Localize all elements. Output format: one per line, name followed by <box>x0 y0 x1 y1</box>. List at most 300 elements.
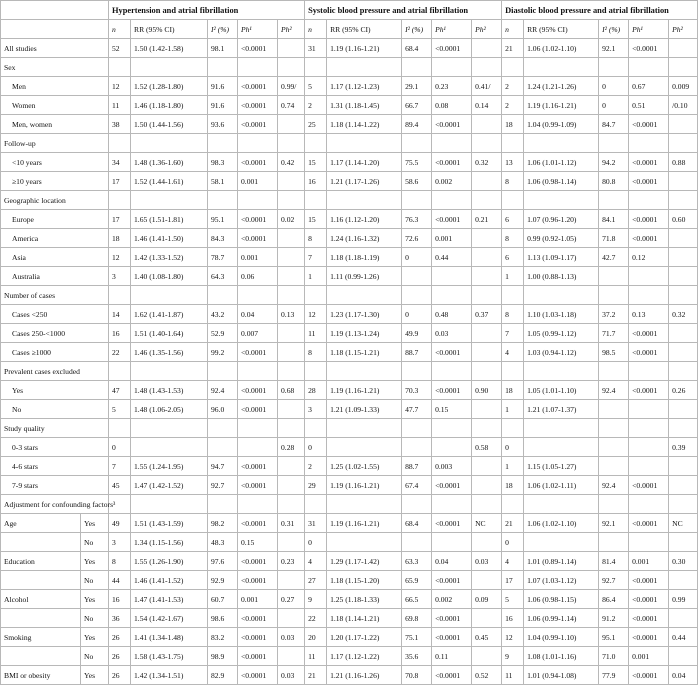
table-row <box>1 400 698 419</box>
cell-pb: 0.30 <box>669 552 698 571</box>
cell-rr: 1.46 (1.41-1.52) <box>131 571 208 590</box>
empty-cell <box>238 286 278 305</box>
cell-ph: 0.001 <box>238 248 278 267</box>
row-option: Yes <box>81 590 109 609</box>
cell-ph: <0.0001 <box>432 343 472 362</box>
cell-n: 4 <box>305 552 327 571</box>
cell-n: 3 <box>305 400 327 419</box>
cell-rr: 1.19 (1.16-1.21) <box>524 96 599 115</box>
cell-ph: <0.0001 <box>238 210 278 229</box>
cell-ph: <0.0001 <box>629 39 669 58</box>
cell-rr: 1.34 (1.15-1.56) <box>131 533 208 552</box>
cell-i2: 66.5 <box>402 590 432 609</box>
empty-cell <box>669 58 698 77</box>
cell-i2 <box>599 457 629 476</box>
empty-cell <box>502 58 524 77</box>
cell-n: 11 <box>305 324 327 343</box>
empty-cell <box>238 191 278 210</box>
cell-i2: 71.8 <box>599 229 629 248</box>
cell-i2 <box>402 438 432 457</box>
row-label: Smoking <box>1 628 81 647</box>
cell-rr <box>524 438 599 457</box>
cell-pb <box>472 248 502 267</box>
cell-ph: 0.06 <box>238 267 278 286</box>
cell-i2: 60.7 <box>208 590 238 609</box>
cell-rr: 1.62 (1.41-1.87) <box>131 305 208 324</box>
cell-rr: 1.08 (1.01-1.16) <box>524 647 599 666</box>
cell-i2: 0 <box>402 305 432 324</box>
column-header-pb: Ph² <box>669 20 698 39</box>
cell-n: 20 <box>305 628 327 647</box>
empty-cell <box>327 58 402 77</box>
empty-cell <box>402 495 432 514</box>
table-row <box>1 514 698 533</box>
cell-i2: 99.2 <box>208 343 238 362</box>
cell-rr: 1.18 (1.15-1.20) <box>327 571 402 590</box>
cell-ph <box>629 267 669 286</box>
column-header-rr: RR (95% CI) <box>327 20 402 39</box>
cell-pb <box>472 343 502 362</box>
cell-pb <box>472 172 502 191</box>
cell-ph: <0.0001 <box>238 115 278 134</box>
header-blank <box>1 1 109 20</box>
cell-i2: 98.5 <box>599 343 629 362</box>
cell-ph: 0.04 <box>432 552 472 571</box>
cell-i2: 92.9 <box>208 571 238 590</box>
cell-n: 5 <box>109 400 131 419</box>
cell-pb: 0.99 <box>669 590 698 609</box>
table-row <box>1 96 698 115</box>
cell-rr: 1.54 (1.42-1.67) <box>131 609 208 628</box>
empty-cell <box>629 419 669 438</box>
empty-cell <box>238 495 278 514</box>
column-header-i2: I² (%) <box>599 20 629 39</box>
row-label: Men, women <box>1 115 109 134</box>
empty-cell <box>524 134 599 153</box>
cell-ph: 0.04 <box>238 305 278 324</box>
cell-pb: 0.39 <box>669 438 698 457</box>
cell-i2: 47.7 <box>402 400 432 419</box>
empty-cell <box>432 362 472 381</box>
cell-n: 1 <box>305 267 327 286</box>
cell-pb <box>278 248 305 267</box>
cell-i2 <box>599 400 629 419</box>
cell-i2: 68.4 <box>402 514 432 533</box>
cell-n: 47 <box>109 381 131 400</box>
cell-n: 26 <box>109 666 131 685</box>
cell-ph: <0.0001 <box>629 381 669 400</box>
cell-pb <box>669 400 698 419</box>
cell-pb <box>278 457 305 476</box>
empty-cell <box>327 286 402 305</box>
empty-cell <box>524 362 599 381</box>
empty-cell <box>131 286 208 305</box>
cell-n: 5 <box>305 77 327 96</box>
cell-n: 7 <box>109 457 131 476</box>
cell-i2: 0 <box>599 77 629 96</box>
cell-n: 7 <box>502 324 524 343</box>
empty-cell <box>238 362 278 381</box>
cell-rr: 1.05 (1.01-1.10) <box>524 381 599 400</box>
empty-cell <box>599 286 629 305</box>
section-row <box>1 286 698 305</box>
cell-rr: 1.52 (1.44-1.61) <box>131 172 208 191</box>
row-label <box>1 533 81 552</box>
cell-ph: <0.0001 <box>629 666 669 685</box>
cell-n: 38 <box>109 115 131 134</box>
cell-rr: 1.18 (1.14-1.21) <box>327 609 402 628</box>
column-header-i2: I² (%) <box>402 20 432 39</box>
cell-n: 16 <box>502 609 524 628</box>
cell-ph: <0.0001 <box>238 400 278 419</box>
cell-n: 36 <box>109 609 131 628</box>
row-label: 4-6 stars <box>1 457 109 476</box>
cell-i2: 66.7 <box>402 96 432 115</box>
cell-i2: 92.4 <box>599 381 629 400</box>
empty-cell <box>305 362 327 381</box>
cell-rr: 1.04 (0.99-1.09) <box>524 115 599 134</box>
cell-n: 17 <box>109 210 131 229</box>
column-header-blank <box>1 20 109 39</box>
cell-pb <box>472 267 502 286</box>
empty-cell <box>502 362 524 381</box>
empty-cell <box>669 495 698 514</box>
column-header-n: n <box>305 20 327 39</box>
cell-rr: 1.18 (1.14-1.22) <box>327 115 402 134</box>
cell-pb <box>669 229 698 248</box>
cell-pb: 0.23 <box>278 552 305 571</box>
cell-n: 2 <box>305 457 327 476</box>
cell-i2: 70.8 <box>402 666 432 685</box>
cell-i2: 82.9 <box>208 666 238 685</box>
cell-pb: NC <box>472 514 502 533</box>
table-row <box>1 552 698 571</box>
empty-cell <box>109 362 131 381</box>
section-row <box>1 419 698 438</box>
cell-n: 11 <box>109 96 131 115</box>
row-label: America <box>1 229 109 248</box>
cell-ph: 0.51 <box>629 96 669 115</box>
cell-i2: 64.3 <box>208 267 238 286</box>
cell-n: 8 <box>502 172 524 191</box>
empty-cell <box>669 191 698 210</box>
cell-n: 22 <box>305 609 327 628</box>
cell-ph: 0.23 <box>432 77 472 96</box>
cell-ph <box>629 457 669 476</box>
table-row <box>1 324 698 343</box>
cell-rr: 1.50 (1.42-1.58) <box>131 39 208 58</box>
empty-cell <box>599 495 629 514</box>
empty-cell <box>432 58 472 77</box>
cell-rr: 1.25 (1.18-1.33) <box>327 590 402 609</box>
row-label: 0-3 stars <box>1 438 109 457</box>
empty-cell <box>472 286 502 305</box>
empty-cell <box>629 58 669 77</box>
empty-cell <box>402 286 432 305</box>
empty-cell <box>629 191 669 210</box>
column-header-row <box>1 20 698 39</box>
cell-n: 27 <box>305 571 327 590</box>
cell-pb: /0.10 <box>669 96 698 115</box>
section-row <box>1 58 698 77</box>
empty-cell <box>305 134 327 153</box>
cell-rr: 1.06 (0.99-1.14) <box>524 609 599 628</box>
cell-n: 14 <box>109 305 131 324</box>
cell-pb: 0.09 <box>472 590 502 609</box>
empty-cell <box>278 58 305 77</box>
cell-ph: <0.0001 <box>432 476 472 495</box>
table-row <box>1 609 698 628</box>
cell-rr: 1.18 (1.15-1.21) <box>327 343 402 362</box>
cell-ph: <0.0001 <box>432 609 472 628</box>
empty-cell <box>109 134 131 153</box>
table-row <box>1 533 698 552</box>
cell-pb: 0.44 <box>669 628 698 647</box>
cell-pb: 0.58 <box>472 438 502 457</box>
empty-cell <box>278 286 305 305</box>
cell-n: 6 <box>502 248 524 267</box>
section-label: Follow-up <box>1 134 109 153</box>
cell-rr: 1.46 (1.18-1.80) <box>131 96 208 115</box>
table-row <box>1 305 698 324</box>
cell-pb <box>278 400 305 419</box>
cell-pb <box>472 457 502 476</box>
cell-ph: <0.0001 <box>629 590 669 609</box>
group-header-row <box>1 1 698 20</box>
empty-cell <box>524 58 599 77</box>
cell-ph: 0.13 <box>629 305 669 324</box>
cell-pb <box>669 571 698 590</box>
row-label: Age <box>1 514 81 533</box>
cell-pb <box>278 476 305 495</box>
cell-n: 29 <box>305 476 327 495</box>
cell-rr: 1.17 (1.12-1.23) <box>327 77 402 96</box>
cell-n: 49 <box>109 514 131 533</box>
cell-rr: 1.46 (1.35-1.56) <box>131 343 208 362</box>
cell-pb <box>472 39 502 58</box>
column-header-ph: Ph¹ <box>432 20 472 39</box>
table-row <box>1 39 698 58</box>
cell-rr: 1.19 (1.16-1.21) <box>327 381 402 400</box>
row-label: Cases 250-<1000 <box>1 324 109 343</box>
table-row <box>1 343 698 362</box>
cell-rr: 1.21 (1.07-1.37) <box>524 400 599 419</box>
empty-cell <box>669 362 698 381</box>
empty-cell <box>109 58 131 77</box>
cell-rr: 1.42 (1.33-1.52) <box>131 248 208 267</box>
cell-pb <box>669 172 698 191</box>
section-label: Prevalent cases excluded <box>1 362 109 381</box>
cell-n: 0 <box>502 438 524 457</box>
cell-n: 22 <box>109 343 131 362</box>
empty-cell <box>131 134 208 153</box>
cell-n: 8 <box>305 343 327 362</box>
cell-n: 1 <box>502 400 524 419</box>
cell-pb: 0.74 <box>278 96 305 115</box>
cell-i2 <box>599 533 629 552</box>
cell-i2: 71.0 <box>599 647 629 666</box>
cell-ph <box>432 533 472 552</box>
cell-rr: 1.07 (1.03-1.12) <box>524 571 599 590</box>
empty-cell <box>599 191 629 210</box>
empty-cell <box>402 419 432 438</box>
empty-cell <box>524 286 599 305</box>
cell-i2: 81.4 <box>599 552 629 571</box>
empty-cell <box>402 362 432 381</box>
cell-i2: 98.9 <box>208 647 238 666</box>
cell-ph: <0.0001 <box>432 153 472 172</box>
cell-n: 0 <box>305 533 327 552</box>
cell-ph <box>238 438 278 457</box>
cell-pb: 0.99/ <box>278 77 305 96</box>
cell-i2: 49.9 <box>402 324 432 343</box>
cell-i2: 88.7 <box>402 457 432 476</box>
cell-i2: 58.1 <box>208 172 238 191</box>
cell-i2: 92.4 <box>208 381 238 400</box>
cell-pb: 0.03 <box>278 628 305 647</box>
empty-cell <box>131 362 208 381</box>
row-label: Alcohol <box>1 590 81 609</box>
column-header-n: n <box>109 20 131 39</box>
empty-cell <box>208 134 238 153</box>
cell-pb <box>472 115 502 134</box>
cell-ph: <0.0001 <box>432 666 472 685</box>
cell-ph: 0.001 <box>629 552 669 571</box>
cell-i2: 97.6 <box>208 552 238 571</box>
empty-cell <box>599 58 629 77</box>
cell-i2: 75.5 <box>402 153 432 172</box>
cell-n: 3 <box>109 267 131 286</box>
empty-cell <box>278 191 305 210</box>
cell-pb: 0.52 <box>472 666 502 685</box>
empty-cell <box>629 134 669 153</box>
cell-pb <box>669 476 698 495</box>
row-label: Australia <box>1 267 109 286</box>
table-row <box>1 438 698 457</box>
cell-pb: 0.03 <box>278 666 305 685</box>
cell-ph: <0.0001 <box>629 343 669 362</box>
cell-rr: 1.21 (1.09-1.33) <box>327 400 402 419</box>
section-label: Study quality <box>1 419 109 438</box>
cell-pb <box>669 609 698 628</box>
cell-pb: 0.45 <box>472 628 502 647</box>
cell-rr: 1.19 (1.13-1.24) <box>327 324 402 343</box>
cell-pb <box>278 39 305 58</box>
cell-n: 28 <box>305 381 327 400</box>
cell-i2: 91.6 <box>208 77 238 96</box>
empty-cell <box>669 419 698 438</box>
empty-cell <box>278 495 305 514</box>
cell-pb <box>278 267 305 286</box>
cell-ph: 0.11 <box>432 647 472 666</box>
cell-i2: 98.2 <box>208 514 238 533</box>
empty-cell <box>305 58 327 77</box>
cell-i2: 71.7 <box>599 324 629 343</box>
cell-n: 17 <box>109 172 131 191</box>
cell-ph: <0.0001 <box>629 172 669 191</box>
cell-rr: 1.48 (1.06-2.05) <box>131 400 208 419</box>
cell-n: 2 <box>502 77 524 96</box>
cell-i2: 29.1 <box>402 77 432 96</box>
cell-n: 1 <box>502 267 524 286</box>
section-label: Number of cases <box>1 286 109 305</box>
cell-pb <box>278 647 305 666</box>
row-label: BMI or obesity <box>1 666 81 685</box>
row-label <box>1 571 81 590</box>
cell-pb: 0.28 <box>278 438 305 457</box>
cell-n: 6 <box>502 210 524 229</box>
cell-i2: 58.6 <box>402 172 432 191</box>
cell-pb <box>669 267 698 286</box>
cell-rr: 1.41 (1.34-1.48) <box>131 628 208 647</box>
cell-pb: 0.32 <box>669 305 698 324</box>
cell-n: 21 <box>502 39 524 58</box>
cell-i2: 67.4 <box>402 476 432 495</box>
row-label: Cases ≥1000 <box>1 343 109 362</box>
cell-pb: 0.04 <box>669 666 698 685</box>
cell-n: 0 <box>305 438 327 457</box>
cell-i2 <box>599 267 629 286</box>
cell-ph: 0.007 <box>238 324 278 343</box>
empty-cell <box>524 191 599 210</box>
empty-cell <box>472 495 502 514</box>
cell-i2: 91.6 <box>208 96 238 115</box>
cell-rr: 1.42 (1.34-1.51) <box>131 666 208 685</box>
cell-n: 12 <box>502 628 524 647</box>
cell-n: 4 <box>502 552 524 571</box>
cell-rr: 1.24 (1.21-1.26) <box>524 77 599 96</box>
cell-i2: 91.2 <box>599 609 629 628</box>
empty-cell <box>472 191 502 210</box>
cell-i2 <box>208 438 238 457</box>
cell-i2: 43.2 <box>208 305 238 324</box>
cell-pb <box>669 533 698 552</box>
cell-pb <box>669 647 698 666</box>
table-body <box>1 39 698 685</box>
cell-n: 8 <box>109 552 131 571</box>
cell-n: 7 <box>305 248 327 267</box>
empty-cell <box>402 191 432 210</box>
cell-i2: 35.6 <box>402 647 432 666</box>
group-diastolic: Diastolic blood pressure and atrial fibrillation <box>502 1 698 20</box>
cell-n: 31 <box>305 514 327 533</box>
cell-ph: 0.44 <box>432 248 472 267</box>
cell-ph: <0.0001 <box>238 381 278 400</box>
cell-pb: NC <box>669 514 698 533</box>
cell-i2: 89.4 <box>402 115 432 134</box>
cell-i2: 42.7 <box>599 248 629 267</box>
cell-i2: 96.0 <box>208 400 238 419</box>
cell-n: 13 <box>502 153 524 172</box>
cell-pb <box>472 571 502 590</box>
cell-ph: <0.0001 <box>629 229 669 248</box>
cell-i2: 69.8 <box>402 609 432 628</box>
cell-rr <box>327 438 402 457</box>
row-label: Men <box>1 77 109 96</box>
cell-ph: <0.0001 <box>432 514 472 533</box>
cell-n: 0 <box>109 438 131 457</box>
empty-cell <box>327 495 402 514</box>
cell-rr: 1.18 (1.18-1.19) <box>327 248 402 267</box>
cell-rr: 1.48 (1.43-1.53) <box>131 381 208 400</box>
empty-cell <box>432 286 472 305</box>
empty-cell <box>109 419 131 438</box>
empty-cell <box>238 419 278 438</box>
empty-cell <box>131 191 208 210</box>
cell-i2: 48.3 <box>208 533 238 552</box>
cell-i2: 52.9 <box>208 324 238 343</box>
empty-cell <box>524 495 599 514</box>
